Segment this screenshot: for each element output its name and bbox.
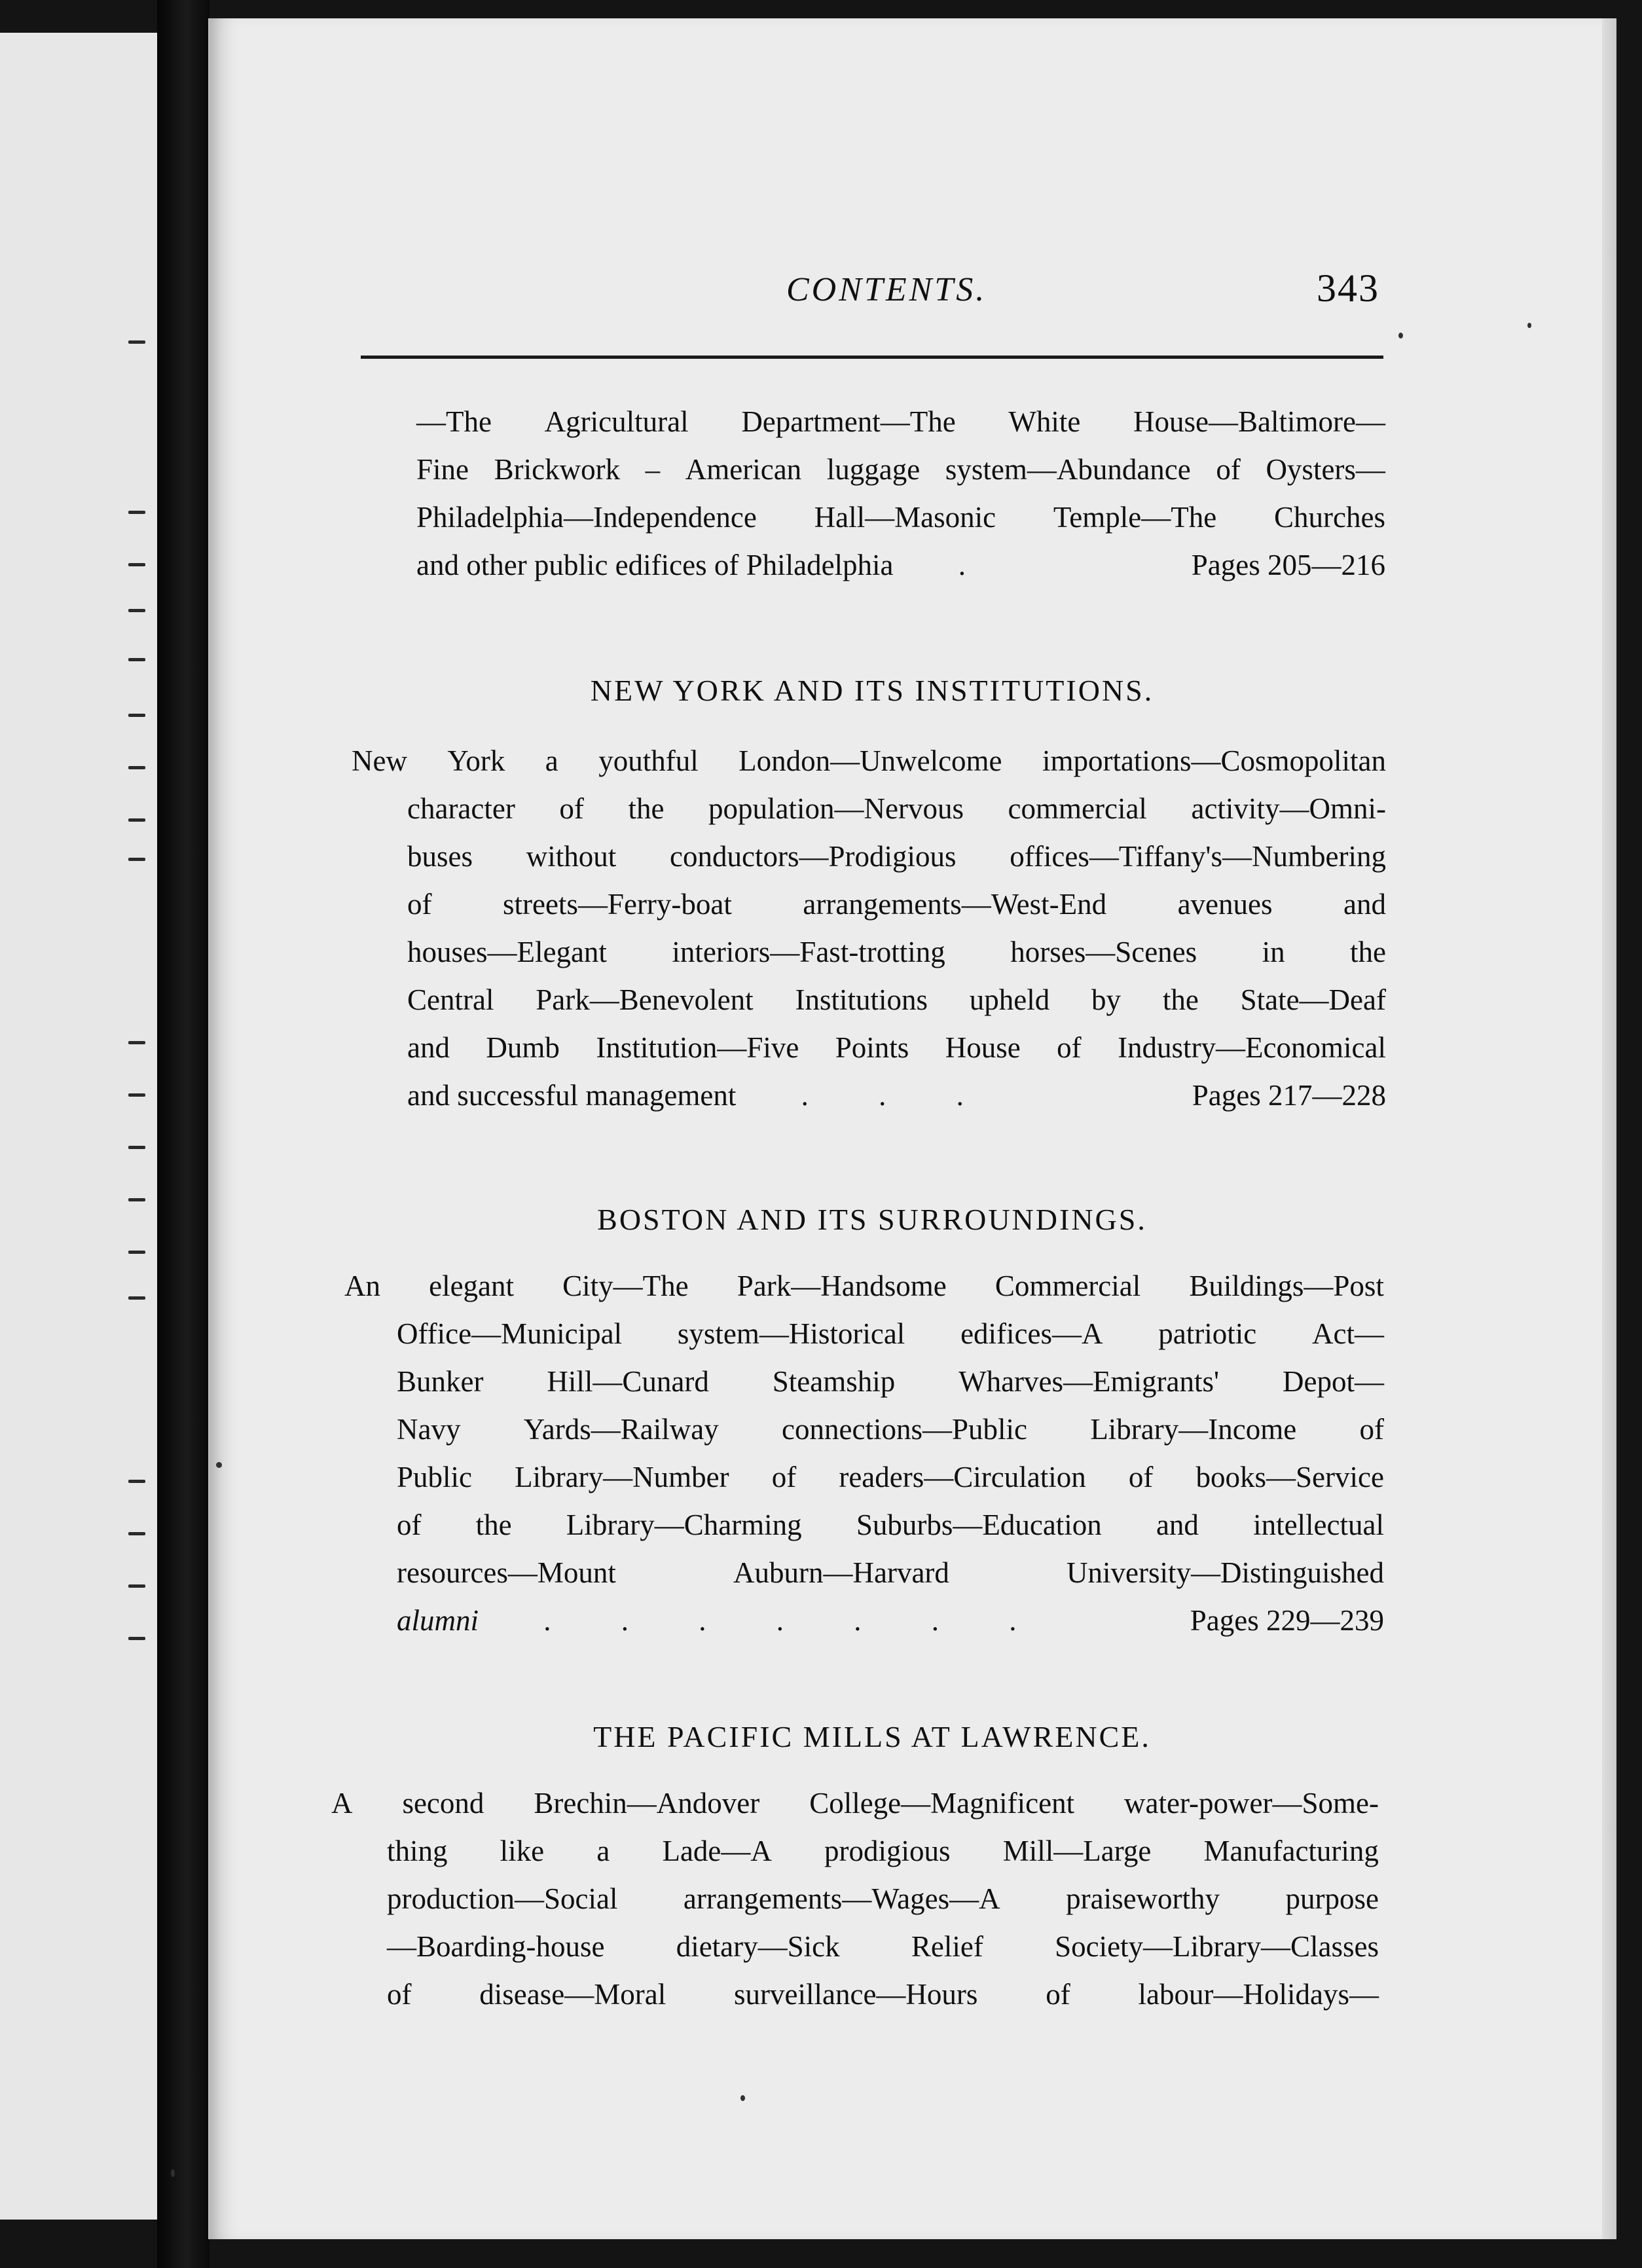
word: University—Distinguished	[1067, 1556, 1384, 1589]
facing-page-mark	[128, 658, 145, 661]
entry-line	[387, 1923, 1379, 1971]
word: —The	[416, 405, 492, 438]
word: upheld	[969, 983, 1050, 1016]
word: Act—	[1311, 1317, 1384, 1350]
word: of	[1216, 453, 1241, 486]
word: Institutions	[795, 983, 928, 1016]
word: elegant	[429, 1270, 515, 1302]
word: City—The	[562, 1270, 689, 1302]
entry-line	[397, 1549, 1384, 1597]
word: Hill—Cunard	[547, 1365, 709, 1398]
word: patriotic	[1158, 1317, 1257, 1350]
word: arrangements—West-End	[803, 888, 1107, 921]
continuation-entry	[416, 398, 1385, 589]
facing-page-mark	[128, 1251, 145, 1254]
word: An	[344, 1270, 380, 1302]
facing-page-mark	[128, 1296, 145, 1300]
word: system—Historical	[677, 1317, 905, 1350]
entry-line	[407, 928, 1386, 976]
word: a	[596, 1835, 610, 1867]
word: the	[1162, 983, 1199, 1016]
word: Wharves—Emigrants'	[958, 1365, 1220, 1398]
word: Brickwork	[494, 453, 621, 486]
word: importations—Cosmopolitan	[1042, 744, 1386, 777]
word: Points	[835, 1031, 909, 1064]
word: of	[559, 792, 584, 825]
word: labour—Holidays—	[1138, 1978, 1379, 2011]
word: Park—Handsome	[737, 1270, 947, 1302]
entry-last-line	[397, 1597, 1384, 1645]
word: disease—Moral	[479, 1978, 666, 2011]
entry-line	[416, 446, 1385, 494]
paper-speck	[171, 2169, 175, 2177]
word: Manufacturing	[1203, 1835, 1379, 1867]
entry-line	[407, 881, 1386, 928]
word: House—Baltimore—	[1133, 405, 1385, 438]
word: avenues	[1177, 888, 1273, 921]
word: thing	[387, 1835, 448, 1867]
word: surveillance—Hours	[734, 1978, 978, 2011]
word: —Boarding-house	[387, 1930, 605, 1963]
page-range: Pages 229—239	[1190, 1604, 1384, 1637]
entry-line	[387, 1971, 1379, 2019]
word: of	[1359, 1413, 1384, 1446]
entry-last-line	[407, 1072, 1386, 1120]
entry-line	[416, 494, 1385, 541]
entry-line	[397, 1310, 1384, 1358]
word: Mill—Large	[1002, 1835, 1152, 1867]
word: of	[1057, 1031, 1082, 1064]
word: production—Social	[387, 1882, 618, 1915]
entry-line	[387, 1827, 1379, 1875]
word: the	[475, 1509, 512, 1541]
word: Industry—Economical	[1118, 1031, 1386, 1064]
entry-line: alumni	[397, 1604, 479, 1637]
word: Society—Library—Classes	[1055, 1930, 1379, 1963]
word: in	[1262, 936, 1285, 968]
word: –	[645, 453, 661, 486]
entry-line	[387, 1875, 1379, 1923]
page-number: 343	[1317, 266, 1379, 310]
entry-line: and other public edifices of Philadelphia	[416, 549, 894, 581]
word: buses	[407, 840, 473, 873]
word: connections—Public	[782, 1413, 1027, 1446]
facing-page-mark	[128, 1093, 145, 1097]
entry-line	[407, 833, 1386, 881]
word: luggage	[826, 453, 921, 486]
word: State—Deaf	[1240, 983, 1386, 1016]
dot-leaders: . . .	[762, 1079, 995, 1112]
word: Buildings—Post	[1189, 1270, 1384, 1302]
entry-last-line	[416, 541, 1385, 589]
word: like	[500, 1835, 545, 1867]
entry-line	[407, 976, 1386, 1024]
entry-line	[352, 737, 1386, 785]
word: of	[407, 888, 432, 921]
word: Library—Income	[1090, 1413, 1297, 1446]
word: offices—Tiffany's—Numbering	[1010, 840, 1386, 873]
page-text	[210, 18, 1616, 2239]
word: and	[407, 1031, 450, 1064]
word: a	[545, 744, 558, 777]
word: by	[1091, 983, 1122, 1016]
word: Commercial	[994, 1270, 1141, 1302]
dot-leaders: . . . . . . .	[505, 1604, 1048, 1637]
word: youthful	[598, 744, 699, 777]
word: Bunker	[397, 1365, 484, 1398]
word: books—Service	[1195, 1461, 1384, 1493]
word: Institution—Five	[596, 1031, 799, 1064]
section-heading: THE PACIFIC MILLS AT LAWRENCE.	[593, 1720, 1151, 1753]
entry-continuation	[407, 785, 1386, 1120]
word: White	[1008, 405, 1081, 438]
facing-page-mark	[128, 1637, 145, 1640]
facing-page-mark	[128, 714, 145, 717]
section-entry	[344, 1262, 1384, 1645]
running-head: CONTENTS.	[786, 271, 987, 308]
paper-speck	[1398, 333, 1403, 338]
word: praiseworthy	[1066, 1882, 1220, 1915]
word: edifices—A	[960, 1317, 1103, 1350]
book-spine-gutter	[157, 0, 210, 2268]
word: and	[1343, 888, 1386, 921]
entry-continuation	[397, 1310, 1384, 1645]
word: intellectual	[1253, 1509, 1384, 1541]
facing-page-mark	[128, 1041, 145, 1044]
word: activity—Omni-	[1191, 792, 1386, 825]
facing-page-mark	[128, 511, 145, 514]
facing-page-mark	[128, 1480, 145, 1483]
contents-page	[208, 18, 1616, 2239]
paper-speck	[1527, 323, 1531, 328]
entry-line	[407, 785, 1386, 833]
word: of	[1046, 1978, 1070, 2011]
entry-line	[407, 1024, 1386, 1072]
word: Navy	[397, 1413, 461, 1446]
word: Department—The	[741, 405, 956, 438]
word: American	[685, 453, 802, 486]
word: Fine	[416, 453, 469, 486]
word: A	[331, 1787, 353, 1820]
word: arrangements—Wages—A	[683, 1882, 1000, 1915]
entry-line	[397, 1454, 1384, 1501]
word: commercial	[1008, 792, 1147, 825]
word: dietary—Sick	[676, 1930, 840, 1963]
facing-page-mark	[128, 340, 145, 344]
word: of	[1128, 1461, 1154, 1493]
facing-page-mark	[128, 1584, 145, 1588]
page-range: Pages 217—228	[1192, 1079, 1386, 1112]
word: Depot—	[1282, 1365, 1384, 1398]
section-entry	[352, 737, 1386, 1120]
entry-continuation	[387, 1827, 1379, 2019]
word: of	[387, 1978, 412, 2011]
page-range: Pages 205—216	[1191, 549, 1385, 581]
word: system—Abundance	[945, 453, 1191, 486]
facing-page-edge	[0, 33, 158, 2220]
word: horses—Scenes	[1010, 936, 1197, 968]
word: House	[945, 1031, 1021, 1064]
entry-line	[416, 398, 1385, 446]
header-rule	[361, 356, 1383, 359]
word: houses—Elegant	[407, 936, 607, 968]
facing-page-mark	[128, 1198, 145, 1201]
word: conductors—Prodigious	[670, 840, 957, 873]
word: population—Nervous	[708, 792, 964, 825]
dot-leaders: .	[919, 549, 998, 581]
word: Hall—Masonic	[814, 501, 996, 534]
facing-page-mark	[128, 563, 145, 566]
word: Yards—Railway	[523, 1413, 719, 1446]
facing-page-mark	[128, 858, 145, 861]
word: of	[397, 1509, 422, 1541]
word: streets—Ferry-boat	[502, 888, 732, 921]
word: Brechin—Andover	[534, 1787, 760, 1820]
word: Dumb	[486, 1031, 560, 1064]
facing-page-mark	[128, 1532, 145, 1535]
entry-line	[344, 1262, 1384, 1310]
word: and	[1156, 1509, 1199, 1541]
word: readers—Circulation	[839, 1461, 1086, 1493]
entry-line	[397, 1358, 1384, 1406]
word: Auburn—Harvard	[733, 1556, 949, 1589]
word: Library—Charming	[566, 1509, 802, 1541]
paper-speck	[740, 2095, 745, 2101]
section-entry	[331, 1780, 1379, 2019]
word: Agricultural	[544, 405, 689, 438]
paper-speck	[216, 1462, 222, 1468]
word: Oysters—	[1266, 453, 1385, 486]
section-heading: BOSTON AND ITS SURROUNDINGS.	[597, 1203, 1147, 1236]
word: prodigious	[824, 1835, 951, 1867]
word: resources—Mount	[397, 1556, 616, 1589]
word: purpose	[1285, 1882, 1379, 1915]
entry-line	[397, 1501, 1384, 1549]
word: York	[447, 744, 505, 777]
word: Relief	[911, 1930, 983, 1963]
word: Office—Municipal	[397, 1317, 623, 1350]
word: second	[402, 1787, 484, 1820]
facing-page-mark	[128, 609, 145, 612]
word: College—Magnificent	[809, 1787, 1075, 1820]
word: water-power—Some-	[1124, 1787, 1379, 1820]
word: Library—Number	[515, 1461, 729, 1493]
word: Philadelphia—Independence	[416, 501, 757, 534]
word: New	[352, 744, 407, 777]
facing-page-mark	[128, 1146, 145, 1149]
word: Public	[397, 1461, 473, 1493]
word: Temple—The	[1053, 501, 1217, 534]
entry-line	[397, 1406, 1384, 1454]
word: of	[771, 1461, 797, 1493]
word: without	[526, 840, 617, 873]
word: Suburbs—Education	[856, 1509, 1102, 1541]
word: the	[628, 792, 665, 825]
entry-line	[331, 1780, 1379, 1827]
word: interiors—Fast-trotting	[672, 936, 945, 968]
word: Park—Benevolent	[536, 983, 754, 1016]
word: Lade—A	[662, 1835, 772, 1867]
facing-page-mark	[128, 766, 145, 769]
word: London—Unwelcome	[739, 744, 1002, 777]
word: Central	[407, 983, 494, 1016]
facing-page-mark	[128, 818, 145, 822]
word: character	[407, 792, 515, 825]
section-heading: NEW YORK AND ITS INSTITUTIONS.	[590, 674, 1154, 707]
word: the	[1350, 936, 1386, 968]
word: Steamship	[772, 1365, 896, 1398]
word: Churches	[1274, 501, 1385, 534]
entry-line: and successful management	[407, 1079, 737, 1112]
